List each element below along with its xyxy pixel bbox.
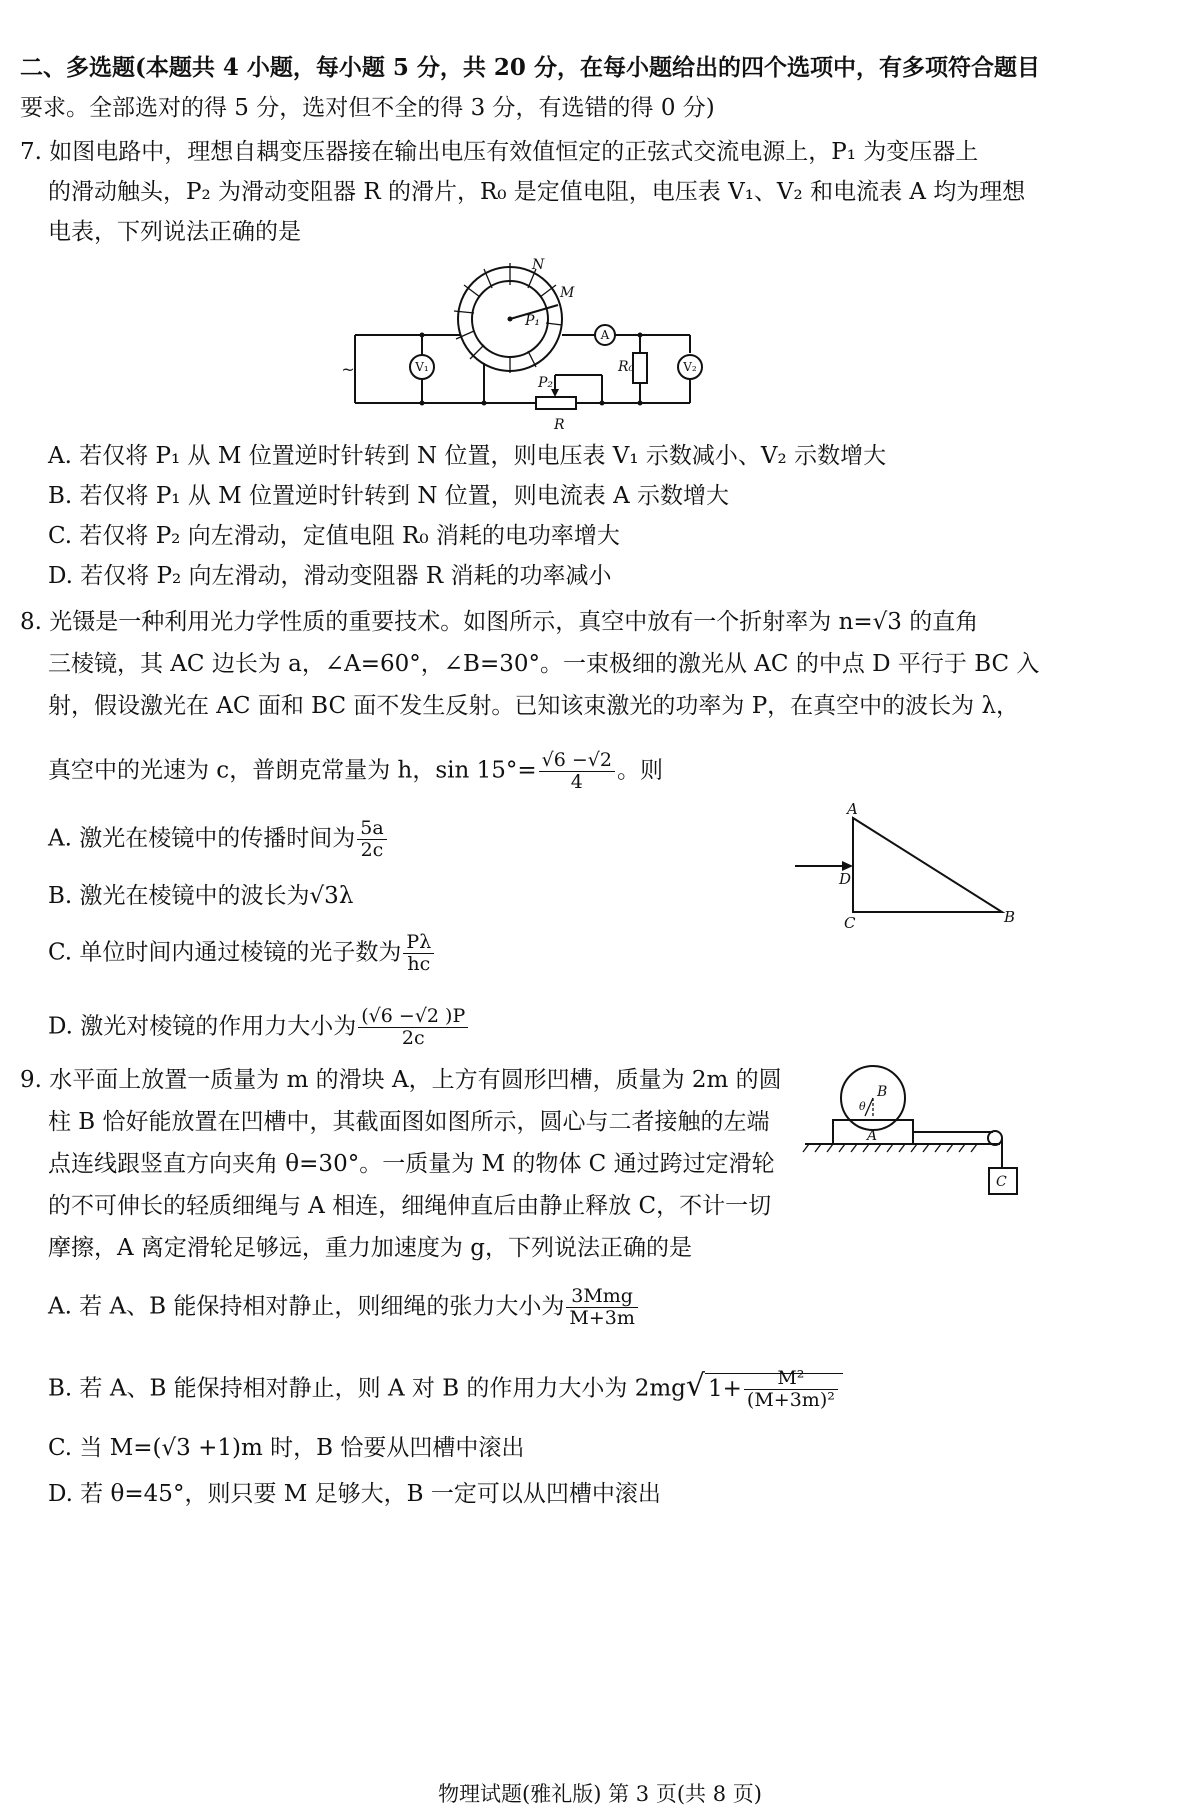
page-footer: 物理试题(雅礼版) 第 3 页(共 8 页) [438, 1782, 762, 1806]
q9-line1: 9. 水平面上放置一质量为 m 的滑块 A，上方有圆形凹槽，质量为 2m 的圆 [20, 1067, 782, 1093]
q7-option-a: A. 若仅将 P₁ 从 M 位置逆时针转到 N 位置，则电压表 V₁ 示数减小、V₂ 示数增大 [48, 443, 887, 469]
q8-option-b: B. 激光在棱镜中的波长为√3λ [48, 883, 354, 909]
q8-line1: 8. 光镊是一种利用光力学性质的重要技术。如图所示，真空中放有一个折射率为 n=√3 的直角 [20, 609, 979, 635]
q8-option-a: A. 激光在棱镜中的传播时间为 $\frac{5a}{2c}$ [48, 818, 389, 861]
prism-label-D: D [839, 870, 852, 888]
label-P1: P₁ [525, 313, 541, 329]
label-V1: V₁ [415, 360, 429, 374]
q9-option-a: A. 若 A、B 能保持相对静止，则细绳的张力大小为 $\frac{\text{3Mmg}}{M+3m}$ [48, 1286, 640, 1329]
q7-line3: 电表，下列说法正确的是 [48, 219, 301, 245]
q8-line2: 三棱镜，其 AC 边长为 a，∠A=60°，∠B=30°。一束极细的激光从 AC 的中点 D 平行于 BC 入 [48, 651, 1040, 677]
section-header-cont: 要求。全部选对的得 5 分，选对但不全的得 3 分，有选错的得 0 分) [20, 95, 715, 121]
label-R: R [554, 417, 565, 433]
cylinder-label-B: B [877, 1084, 888, 1100]
q8-line3: 射，假设激光在 AC 面和 BC 面不发生反射。已知该束激光的功率为 P，在真空中的波长为 λ， [48, 693, 1020, 719]
q7-line1: 7. 如图电路中，理想自耦变压器接在输出电压有效值恒定的正弦式交流电源上，P₁ 为变压器上 [20, 139, 979, 165]
mass-label-C: C [996, 1174, 1007, 1190]
q7-option-b: B. 若仅将 P₁ 从 M 位置逆时针转到 N 位置，则电流表 A 示数增大 [48, 483, 729, 509]
section-header: 二、多选题(本题共 4 小题，每小题 5 分，共 20 分，在每小题给出的四个选项中，有多项符合题目 [20, 54, 1040, 81]
q8-option-c: C. 单位时间内通过棱镜的光子数为 $\frac{P\lambda}{hc}$ [48, 932, 436, 975]
angle-label-theta: θ [859, 1100, 866, 1113]
label-P2: P₂ [538, 375, 554, 391]
q7-option-c: C. 若仅将 P₂ 向左滑动，定值电阻 R₀ 消耗的电功率增大 [48, 523, 620, 549]
prism-label-B: B [1004, 908, 1016, 926]
label-source: ~ [341, 360, 355, 379]
block-label-A: A [867, 1128, 878, 1144]
label-V2: V₂ [683, 360, 697, 374]
sin15-fraction: $\frac{√6 -√2}{4}$ [539, 750, 615, 793]
q8-option-d: D. 激光对棱镜的作用力大小为 $\frac{(√6 -√2 )P}{2c}$ [48, 1006, 470, 1049]
q9-option-d: D. 若 θ=45°，则只要 M 足够大，B 一定可以从凹槽中滚出 [48, 1481, 661, 1507]
q9-line2: 柱 B 恰好能放置在凹槽中，其截面图如图所示，圆心与二者接触的左端 [48, 1109, 770, 1135]
q7-option-d: D. 若仅将 P₂ 向左滑动，滑动变阻器 R 消耗的功率减小 [48, 563, 612, 589]
q9-option-c: C. 当 M=(√3 +1)m 时，B 恰要从凹槽中滚出 [48, 1435, 525, 1461]
q9-option-b: B. 若 A、B 能保持相对静止，则 A 对 B 的作用力大小为 2mg√ 1+ $\frac{\text{M²}}{\text{(M+3m)²}}$ [48, 1368, 843, 1411]
label-ammeter: A [600, 328, 610, 342]
prism-label-A: A [847, 800, 858, 818]
q9-line5: 摩擦，A 离定滑轮足够远，重力加速度为 g，下列说法正确的是 [48, 1235, 692, 1261]
q7-circuit-diagram [340, 255, 760, 435]
q9-line4: 的不可伸长的轻质细绳与 A 相连，细绳伸直后由静止释放 C，不计一切 [48, 1193, 772, 1219]
label-M: M [560, 285, 575, 301]
q8-prism-diagram [790, 800, 1030, 935]
q9-line3: 点连线跟竖直方向夹角 θ=30°。一质量为 M 的物体 C 通过跨过定滑轮 [48, 1151, 775, 1177]
q8-line4: 真空中的光速为 c，普朗克常量为 h，sin 15°= $\frac{√6 -√2}{4}$ 。则 [48, 749, 663, 793]
prism-label-C: C [844, 914, 856, 932]
q9-block-diagram [795, 1060, 1025, 1210]
q7-line2: 的滑动触头，P₂ 为滑动变阻器 R 的滑片，R₀ 是定值电阻，电压表 V₁、V₂ 和电流表 A 均为理想 [48, 179, 1026, 205]
label-R0: R₀ [618, 359, 635, 375]
label-N: N [532, 257, 545, 273]
